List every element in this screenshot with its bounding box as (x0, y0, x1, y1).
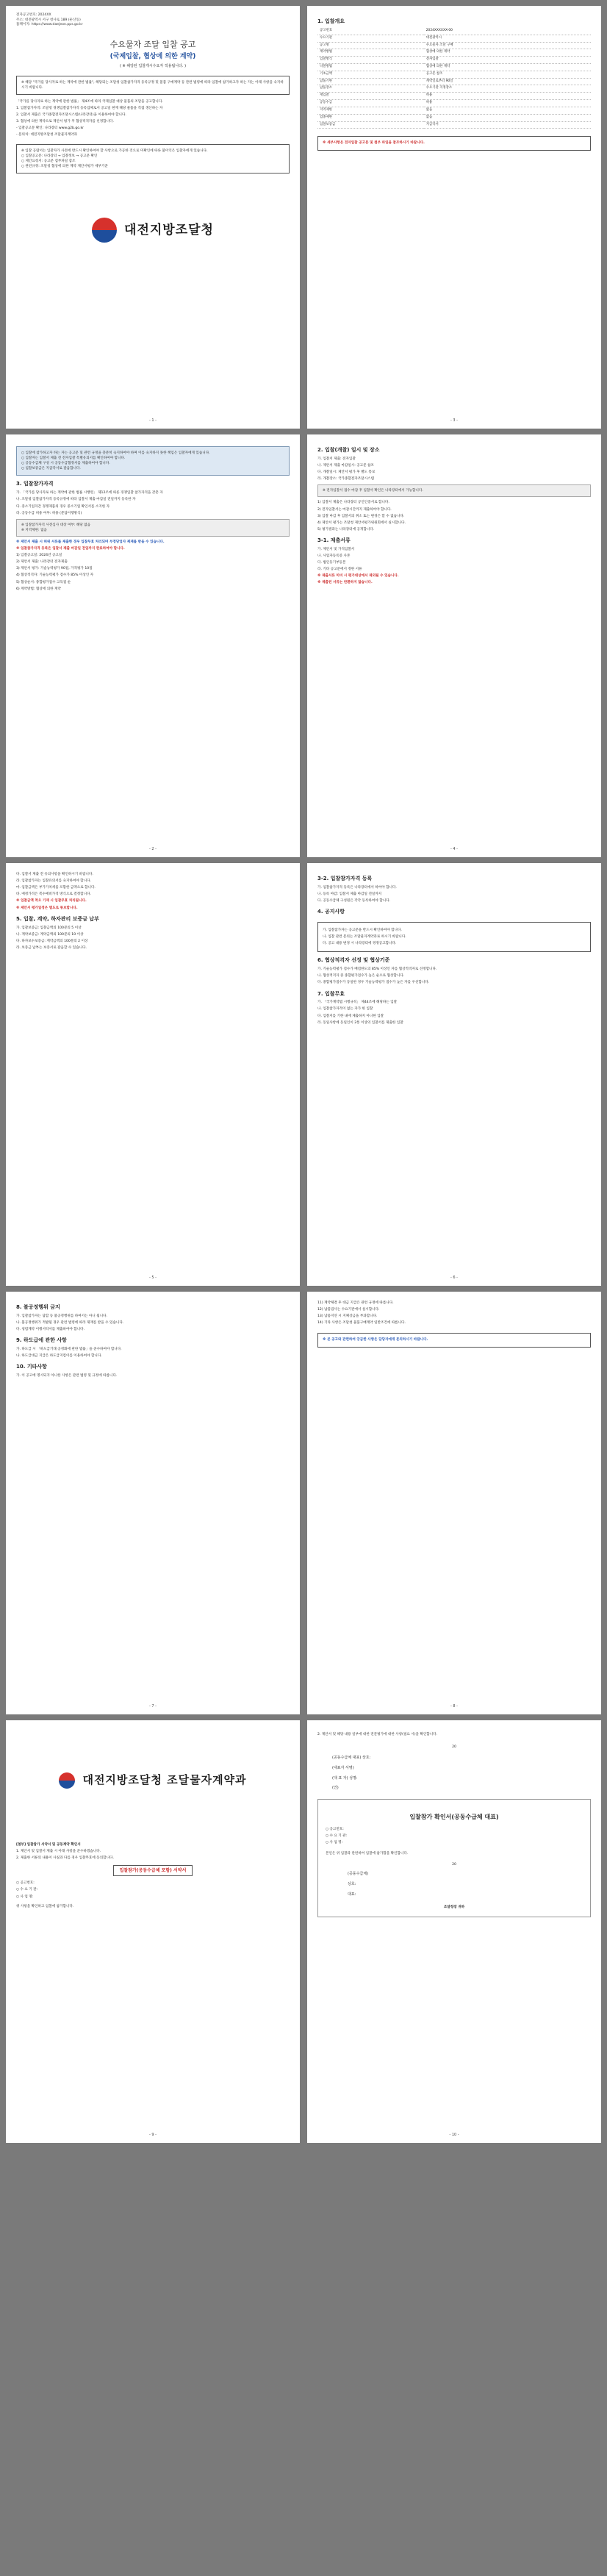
form-field: ○ 수 요 기 관: (16, 1888, 38, 1892)
document-page-7 (6, 1292, 300, 1714)
sign-block (332, 1756, 591, 1792)
paragraph: 3. 협상에 의한 계약으로 제안서 평가 후 협상적격자를 선정합니다. (16, 120, 114, 124)
page-number: - 8 - (450, 1704, 458, 1709)
paragraph: - 문의처: 대전지방조달청 조달물자계약과 (16, 133, 78, 137)
org-title: 대전지방조달청 조달물자계약과 (82, 1773, 247, 1786)
section-title: 10. 기타사항 (16, 1364, 47, 1370)
info-box (16, 446, 290, 476)
info-line: ○ 공동수급체 구성 시 공동수급협정서를 제출하여야 합니다. (21, 462, 110, 466)
paragraph: 13) 납품지연 시 지체상금을 부과합니다. (317, 1314, 378, 1319)
note-text: ※ 세부사항은 전자입찰 공고문 및 첨부 파일을 참조하시기 바랍니다. (323, 141, 425, 146)
notice-box (16, 76, 290, 95)
paragraph: 다. 공고 내용 변경 시 나라장터에 정정공고합니다. (323, 942, 397, 946)
date-label: 20 (452, 1863, 456, 1867)
form-section (16, 1842, 290, 1861)
header-line: 홈페이지: https://www.daejeon.pps.go.kr (16, 23, 83, 27)
paragraph: 1. 입찰참가자격: 조달청 경쟁입찰참가자격 등록업체로서 공고일 현재 해당 물품을 직접 생산하는 자 (16, 107, 163, 111)
warning-line: ※ 제안서 제출 시 허위 서류를 제출한 경우 입찰무효 처리되며 부정당업자 제재를 받을 수 있습니다. (16, 540, 165, 544)
paragraph: 라. 기타 공고문에서 정한 서류 (317, 568, 362, 572)
notice-line: ※ 입찰참가자격 사전심사 대상 여부: 해당 없음 (21, 523, 91, 527)
paragraph: 본인은 위 입찰과 관련하여 입찰에 참가함을 확인합니다. (326, 1851, 409, 1856)
info-line: ○ 입찰에 참가하고자 하는 자는 공고문 및 관련 규정을 충분히 숙지하여야 하며 이를 숙지하지 못한 책임은 입찰자에게 있습니다. (21, 451, 210, 455)
section-title: 2. 입찰(개찰) 일시 및 장소 (317, 447, 380, 453)
taegeuk-emblem-icon (59, 1772, 75, 1789)
heading-box-wrap (16, 1865, 290, 1876)
paragraph: 가. 제안서 및 가격입찰서 (317, 547, 355, 551)
document-page-5 (6, 863, 300, 1286)
section-body (317, 457, 591, 482)
signer-block (348, 1872, 583, 1897)
section-title: 1. 입찰개요 (317, 18, 345, 24)
list-item: 2) 제안서 제출: 나라장터 전자제출 (16, 560, 68, 565)
gray-notice-box (16, 519, 290, 537)
info-box (16, 144, 290, 173)
section-title: 3-1. 제출서류 (317, 537, 351, 543)
warning-block (16, 898, 290, 910)
page-number: - 3 - (450, 418, 458, 423)
note-box (317, 136, 591, 150)
table-row: 낙찰방법 협상에 의한 계약 (317, 63, 591, 71)
paragraph: 11) 계약체결 후 대금 지급은 관련 규정에 따릅니다. (317, 1301, 394, 1305)
paragraph: 가. 입찰참가자는 공고문을 반드시 확인하여야 합니다. (323, 929, 402, 933)
paragraph: 마. 입찰금액은 부가가치세를 포함한 금액으로 합니다. (16, 886, 96, 890)
org-logo (16, 218, 290, 245)
list-block (16, 553, 290, 592)
header-block (16, 13, 290, 28)
section-body (317, 1300, 591, 1325)
paragraph: 가. 하도급 시 「하도급거래 공정화에 관한 법률」을 준수하여야 합니다. (16, 1348, 122, 1352)
table-row: 납품기한 계약일로부터 90일 (317, 78, 591, 85)
section-title: 4. 공지사항 (317, 909, 345, 915)
warning-block (317, 573, 591, 585)
paragraph: 3) 입찰 마감 후 입찰서의 취소 또는 변경은 할 수 없습니다. (317, 514, 405, 518)
form-field: ○ 사 업 명: (16, 1895, 34, 1899)
header-line: 주소: 대전광역시 서구 청사로 189 (둔산동) (16, 18, 81, 22)
paragraph: 14) 기타 사항은 조달청 물품구매계약 일반조건에 따릅니다. (317, 1321, 406, 1325)
paragraph: 2. 입찰서 제출은 국가종합전자조달시스템(나라장터)을 이용하여야 합니다. (16, 113, 126, 118)
list-item: 4) 협상적격자: 기술능력평가 점수가 85% 이상인 자 (16, 573, 94, 578)
paragraph: 다. 중소기업자간 경쟁제품의 경우 중소기업 확인서를 소지한 자 (16, 504, 110, 509)
paragraph: 나. 불공정행위가 적발될 경우 관련 법령에 따라 제재를 받을 수 있습니다. (16, 1320, 124, 1325)
info-line: ○ 관련규정: 조달청 협상에 의한 계약 제안서평가 세부기준 (21, 164, 108, 168)
list-item: 1) 입찰공고일: 2024년 공고일 (16, 554, 62, 558)
table-row: 공동수급 허용 (317, 100, 591, 107)
document-page-10 (307, 1720, 601, 2143)
table-row: 업종제한 없음 (317, 114, 591, 121)
paragraph: 다. 공동수급체 구성원은 각각 등록하여야 합니다. (317, 899, 390, 904)
document-page-9 (6, 1720, 300, 2143)
paragraph: 가. 「국가를 당사자로 하는 계약에 관한 법률 시행령」 제12조에 따른 경쟁입찰 참가자격을 갖춘 자 (16, 491, 163, 495)
page-number: - 4 - (450, 847, 458, 852)
page-number: - 7 - (149, 1704, 157, 1709)
document-page-3 (307, 6, 601, 429)
paragraph: 다. 입찰서를 기한 내에 제출하지 아니한 입찰 (317, 1014, 384, 1018)
paragraph: 다. 개찰일시: 제안서 평가 후 별도 통보 (317, 471, 376, 475)
overview-table (317, 28, 591, 129)
paragraph: 가. 입찰참가자는 담합 등 불공정행위를 하여서는 아니 됩니다. (16, 1314, 108, 1318)
info-line: ○ 입찰보증금은 지급각서로 갈음합니다. (21, 467, 81, 471)
page-number: - 1 - (149, 418, 157, 423)
paragraph: 가. 입찰보증금: 입찰금액의 100분의 5 이상 (16, 926, 82, 930)
paragraph: 다. 청렴계약 이행서약서를 제출하여야 합니다. (16, 1328, 85, 1332)
info-line: ○ 입찰공고문: 나라장터 → 입찰정보 → 공고문 확인 (21, 154, 98, 158)
document-page-1 (6, 6, 300, 429)
table-row: 기초금액 공고문 참조 (317, 71, 591, 78)
taegeuk-emblem-icon (92, 218, 117, 243)
org-name: 대전지방조달청 (124, 222, 214, 237)
warning-line: ※ 입찰참가자격 등록은 입찰서 제출 마감일 전일까지 완료하여야 합니다. (16, 547, 125, 551)
notice-line: ※ 지역제한: 없음 (21, 528, 47, 532)
paragraph: 나. 하도급대금 지급은 하도급지킴이를 이용하여야 합니다. (16, 1354, 102, 1359)
confirmation-title: 입찰참가 확인서(공동수급체 대표) (409, 1814, 499, 1821)
table-row: 공고번호 2024XXXXXX-00 (317, 28, 591, 35)
table-row: 입찰보증금 지급각서 (317, 121, 591, 129)
sign-line: (대표자 서명) (332, 1765, 354, 1770)
paragraph: 나. 제안서 제출 마감일시: 공고문 참조 (317, 463, 374, 468)
paragraph: 나. 등록 마감: 입찰서 제출 마감일 전일까지 (317, 892, 382, 896)
warning-line: ※ 제안서 평가일정은 별도로 통보합니다. (16, 906, 78, 910)
date-label: 20 (452, 1745, 456, 1750)
form-field: ○ 공고번호: (326, 1827, 344, 1831)
section-body (16, 872, 290, 897)
body-paragraphs (16, 99, 290, 138)
page-number: - 2 - (149, 847, 157, 852)
notice-text: ※ 해당 "국가를 당사자로 하는 계약에 관한 법률", 해당되는 조달청 입찰참가자격 등록규정 및 물품 구매계약 등 관련 법령에 따라 입찰에 참가하고자 하는 자는 아래 사항을 숙지하시기 바랍니다. (21, 80, 284, 90)
sign-line: 대표: (348, 1892, 356, 1897)
paragraph: 나. 입찰참가자격이 없는 자가 한 입찰 (317, 1007, 373, 1012)
table-row: 납품장소 수요기관 지정장소 (317, 85, 591, 93)
section-body (16, 490, 290, 515)
paragraph: 라. 공동수급 허용 여부: 허용 (분담이행방식) (16, 511, 82, 515)
paragraph: 바. 예정가격은 복수예비가격 방식으로 결정합니다. (16, 892, 91, 897)
section-title: 9. 하도급에 관한 사항 (16, 1337, 67, 1344)
paragraph: 나. 사업자등록증 사본 (317, 554, 351, 558)
confirmation-box (317, 1799, 591, 1917)
paragraph: - 입찰공고문 확인: 나라장터 www.g2b.go.kr (16, 126, 85, 131)
paragraph: 다. 법인등기부등본 (317, 561, 346, 565)
org-footer: 조달청장 귀하 (443, 1906, 465, 1910)
sign-line: (공동수급체 대표) 상호: (332, 1756, 371, 1761)
paragraph: 1. 제안서 및 입찰서 제출 시 아래 사항을 준수하겠습니다. (16, 1849, 101, 1853)
title-note: ( ※ 해당된 입찰개시수요자 적용됩니다. ) (119, 63, 187, 68)
sign-line: (대 표 자) 성명: (332, 1775, 358, 1781)
paragraph: 가. 「국가계약법 시행규칙」 제44조에 해당하는 입찰 (317, 1001, 398, 1005)
section-body (317, 967, 591, 985)
paragraph: 라. 입찰참가자는 입찰유의서를 숙지하여야 합니다. (16, 879, 91, 884)
document-page-8 (307, 1292, 601, 1714)
section-body (317, 500, 591, 532)
notice-box (317, 1333, 591, 1347)
list-item: 5) 협상순서: 종합평가점수 고득점 순 (16, 580, 71, 584)
list-item: 3) 제안서 평가: 기술능력평가 90점, 가격평가 10점 (16, 567, 93, 571)
table-row: 공고명 수요물자 조달 구매 (317, 42, 591, 49)
paragraph: 2) 전자입찰서는 마감시간까지 제출하여야 합니다. (317, 507, 392, 512)
section-body (16, 1314, 290, 1332)
paragraph: 나. 협상적격자 중 종합평가점수가 높은 순으로 협상합니다. (317, 974, 405, 978)
paragraph: 가. 입찰참가자격 등록은 나라장터에서 하여야 합니다. (317, 885, 397, 890)
section-body (317, 885, 591, 904)
paragraph: 다. 종합평가점수가 동일한 경우 기술능력평가 점수가 높은 자를 우선합니다. (317, 981, 430, 985)
paragraph: 라. 개찰장소: 국가종합전자조달시스템 (317, 477, 374, 482)
table-row: 지역제한 없음 (317, 107, 591, 114)
paragraph: 라. 보증금 납부는 보증서로 갈음할 수 있습니다. (16, 945, 87, 950)
info-line: ※ 입찰 공람서는 입찰자가 사전에 반드시 확인하여야 할 사항으로 가공한 것으로 미확인에 따른 불이익은 입찰자에게 있습니다. (21, 149, 208, 153)
sign-line: (공동수급체) (348, 1872, 369, 1877)
section-title: 6. 협상적격자 선정 및 협상기준 (317, 957, 390, 964)
section-title: 3. 입찰참가자격 (16, 481, 54, 487)
footer-text: 위 사항을 확인하고 입찰에 참가합니다. (16, 1904, 74, 1908)
section-title: 8. 불공정행위 금지 (16, 1304, 60, 1310)
form-field: ○ 사 업 명: (326, 1840, 343, 1845)
section-title: 5. 입찰, 계약, 하자관리 보증금 납부 (16, 915, 99, 922)
paragraph: 1) 입찰서 제출은 나라장터 공인인증서로 합니다. (317, 501, 389, 505)
paragraph: 가. 입찰서 제출: 전자입찰 (317, 457, 356, 461)
table-row: 입찰방식 전자입찰 (317, 57, 591, 64)
boxed-heading: 입찰참가(공동수급체 포함) 서약서 (113, 1865, 193, 1876)
section-body (16, 1373, 290, 1378)
page-title: 수요물자 조달 입찰 공고 (109, 39, 196, 49)
table-row: 계약방법 협상에 의한 계약 (317, 49, 591, 57)
warning-line: ※ 제출서류 미비 시 평가대상에서 제외될 수 있습니다. (317, 574, 399, 579)
form-title: [첨부] 입찰참가 서약서 및 공동계약 확인서 (16, 1842, 81, 1847)
paragraph: 다. 하자보수보증금: 계약금액의 100분의 2 이상 (16, 939, 88, 943)
form-fields (16, 1881, 290, 1899)
paragraph: 2. 제안서 및 해당 내용 일부에 대한 전문평가에 대한 사항(필요 시)을 확인합니다. (317, 1733, 438, 1736)
page-subtitle: (국제입찰, 협상에 의한 계약) (109, 53, 196, 61)
warning-line: ※ 제출된 서류는 반환하지 않습니다. (317, 581, 373, 585)
paragraph: 나. 계약보증금: 계약금액의 100분의 10 이상 (16, 932, 84, 937)
document-page-4 (307, 434, 601, 857)
info-line: ○ 입찰자는 입찰서 제출 전 전자입찰 특별유의서를 확인하여야 합니다. (21, 457, 126, 461)
paragraph: 다. 입찰서 제출 전 유의사항을 확인하시기 바랍니다. (16, 873, 93, 876)
paragraph: 5) 평가결과는 나라장터에 공개합니다. (317, 527, 375, 532)
list-item: 6) 계약방법: 협상에 의한 계약 (16, 587, 61, 591)
paragraph: 2. 제출한 서류의 내용이 사실과 다를 경우 입찰무효에 동의합니다. (16, 1856, 114, 1860)
header-line: 전자공고번호: 2024XX (16, 13, 51, 17)
notice-line: ※ 본 공고와 관련하여 궁금한 사항은 담당자에게 문의하시기 바랍니다. (323, 1338, 428, 1342)
org-title-block (16, 1772, 290, 1791)
page-number: - 6 - (450, 1276, 458, 1281)
paragraph: 나. 입찰 관련 문의는 조달물자계약과로 하시기 바랍니다. (323, 935, 406, 940)
document-page-2 (6, 434, 300, 857)
section-body (317, 1000, 591, 1025)
warning-block (16, 540, 290, 551)
form-field: ○ 수 요 기 관: (326, 1833, 348, 1838)
paragraph: 가. 기술능력평가 점수가 배점한도의 85% 이상인 자를 협상적격자로 선정합니다. (317, 967, 437, 972)
info-line: ○ 제안요청서: 공고문 첨부파일 참조 (21, 159, 76, 163)
form-field: ○ 공고번호: (16, 1881, 35, 1886)
paragraph: 「국가를 당사자로 하는 계약에 관한 법률」 제4조에 따라 국제입찰 대상 물품의 조달을 공고합니다. (16, 99, 163, 104)
sign-line: (인) (332, 1786, 339, 1791)
section-body (16, 926, 290, 951)
section-body (317, 547, 591, 572)
document-page-6 (307, 863, 601, 1286)
paragraph: 라. 동일사항에 동일인이 2통 이상의 입찰서를 제출한 입찰 (317, 1020, 403, 1025)
page-number: - 10 - (449, 2133, 459, 2138)
warning-line: ※ 입찰금액 착오 기재 시 입찰무효 처리됩니다. (16, 899, 87, 904)
page-number: - 9 - (149, 2133, 157, 2138)
notice-text: ※ 전자입찰서 접수 마감 후 입찰서 확인은 나라장터에서 가능합니다. (323, 489, 423, 493)
sign-line: 상호: (348, 1881, 356, 1886)
paragraph: 4) 제안서 평가는 조달청 제안서평가위원회에서 실시합니다. (317, 520, 406, 525)
page-number: - 5 - (149, 1276, 157, 1281)
paragraph: 가. 이 공고에 명시되지 아니한 사항은 관련 법령 및 규정에 따릅니다. (16, 1374, 118, 1378)
notice-box (317, 922, 591, 952)
gray-notice-box (317, 484, 591, 497)
table-row: 재입찰 허용 (317, 93, 591, 100)
section-body (16, 1347, 290, 1359)
paragraph: 12) 납품검사는 수요기관에서 실시합니다. (317, 1308, 380, 1312)
section-title: 3-2. 입찰참가자격 등록 (317, 876, 373, 881)
paragraph: 나. 조달청 입찰참가자격 등록규정에 따라 입찰서 제출 마감일 전일까지 등록한 자 (16, 498, 136, 502)
table-row: 수요기관 대전광역시 (317, 35, 591, 42)
section-title: 7. 입찰무효 (317, 990, 345, 997)
